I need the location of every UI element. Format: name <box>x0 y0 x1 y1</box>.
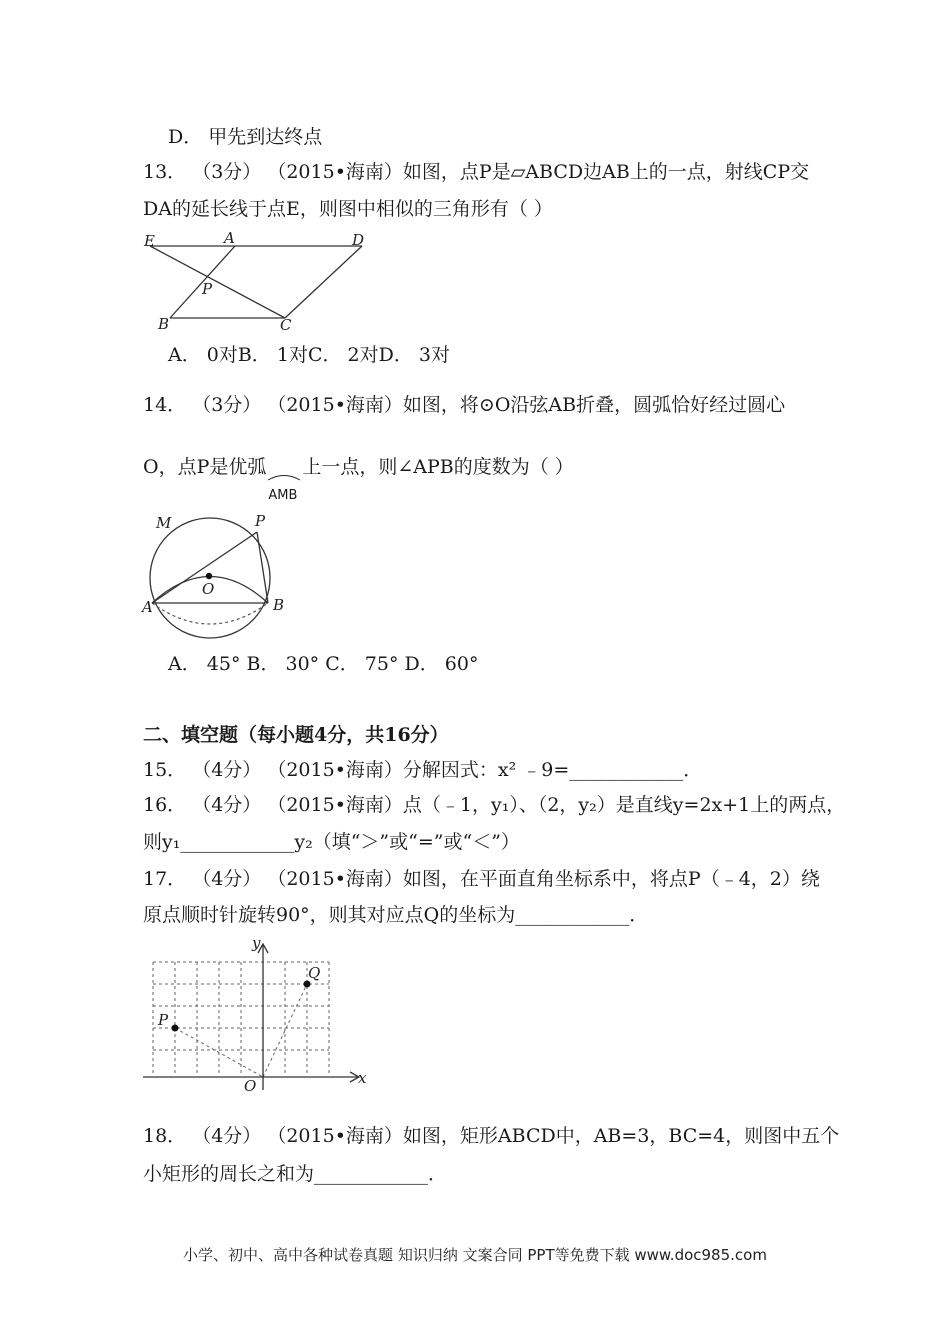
q14-label-p: P <box>255 512 266 530</box>
q13-label-d: D <box>352 231 365 249</box>
q13-options: A． 0对B． 1对C． 2对D． 3对 <box>168 344 450 366</box>
q17-label-x: x <box>358 1069 367 1087</box>
q14-label-o: O <box>202 580 215 598</box>
q17-coordinate-grid-figure <box>140 935 375 1095</box>
q17-label-o: O <box>244 1077 257 1095</box>
arc-symbol-icon <box>266 471 302 481</box>
q14-stem-pre: O，点P是优弧 <box>143 456 267 478</box>
section2-title: 二、填空题（每小题4分，共16分） <box>143 724 449 746</box>
q14-options: A． 45° B． 30° C． 75° D． 60° <box>168 653 479 675</box>
q18-stem-line1: 18． （4分） （2015•海南）如图，矩形ABCD中，AB=3，BC=4，则图中五个 <box>143 1125 840 1147</box>
q17-stem-line1: 17． （4分） （2015•海南）如图，在平面直角坐标系中，将点P（﹣4，2）绕 <box>143 868 820 890</box>
q13-label-e: E <box>144 232 155 250</box>
footer-banner: 小学、初中、高中各种试卷真题 知识归纳 文案合同 PPT等免费下载 www.doc985.com <box>183 1246 767 1264</box>
q14-arc-label: AMB <box>268 488 298 503</box>
q14-circle-figure <box>140 510 300 645</box>
q17-stem-line2: 原点顺时针旋转90°，则其对应点Q的坐标为____________． <box>143 904 649 926</box>
q12-option-d: D． 甲先到达终点 <box>168 126 323 148</box>
q13-parallelogram-figure <box>140 228 380 338</box>
q18-stem-line2: 小矩形的周长之和为____________． <box>143 1163 448 1185</box>
q16-stem-line1: 16． （4分） （2015•海南）点（﹣1，y₁）、（2，y₂）是直线y=2x+1上的两点， <box>143 794 846 816</box>
q17-label-p: P <box>158 1011 169 1029</box>
q13-label-a: A <box>224 229 235 247</box>
q15-stem: 15． （4分） （2015•海南）分解因式：x² ﹣9=____________． <box>143 759 703 781</box>
q14-stem-line2 <box>143 454 574 503</box>
q14-label-m: M <box>156 514 172 532</box>
q13-stem-line2: DA的延长线于点E，则图中相似的三角形有（ ） <box>143 198 553 220</box>
q16-stem-line2: 则y₁____________y₂（填“＞”或“=”或“＜”） <box>143 831 520 853</box>
q14-label-a: A <box>142 598 153 616</box>
q13-label-c: C <box>280 316 292 334</box>
q17-label-y: y <box>252 935 261 952</box>
q13-label-b: B <box>158 315 170 333</box>
q14-stem-line1: 14． （3分） （2015•海南）如图，将⊙O沿弦AB折叠，圆弧恰好经过圆心 <box>143 394 786 416</box>
q13-stem-line1: 13． （3分） （2015•海南）如图，点P是▱ABCD边AB上的一点，射线CP交 <box>143 161 810 183</box>
q13-label-p: P <box>202 280 213 298</box>
q14-label-b: B <box>273 596 285 614</box>
q14-stem-post: 上一点，则∠APB的度数为（ ） <box>302 456 574 478</box>
q17-label-q: Q <box>308 964 321 982</box>
